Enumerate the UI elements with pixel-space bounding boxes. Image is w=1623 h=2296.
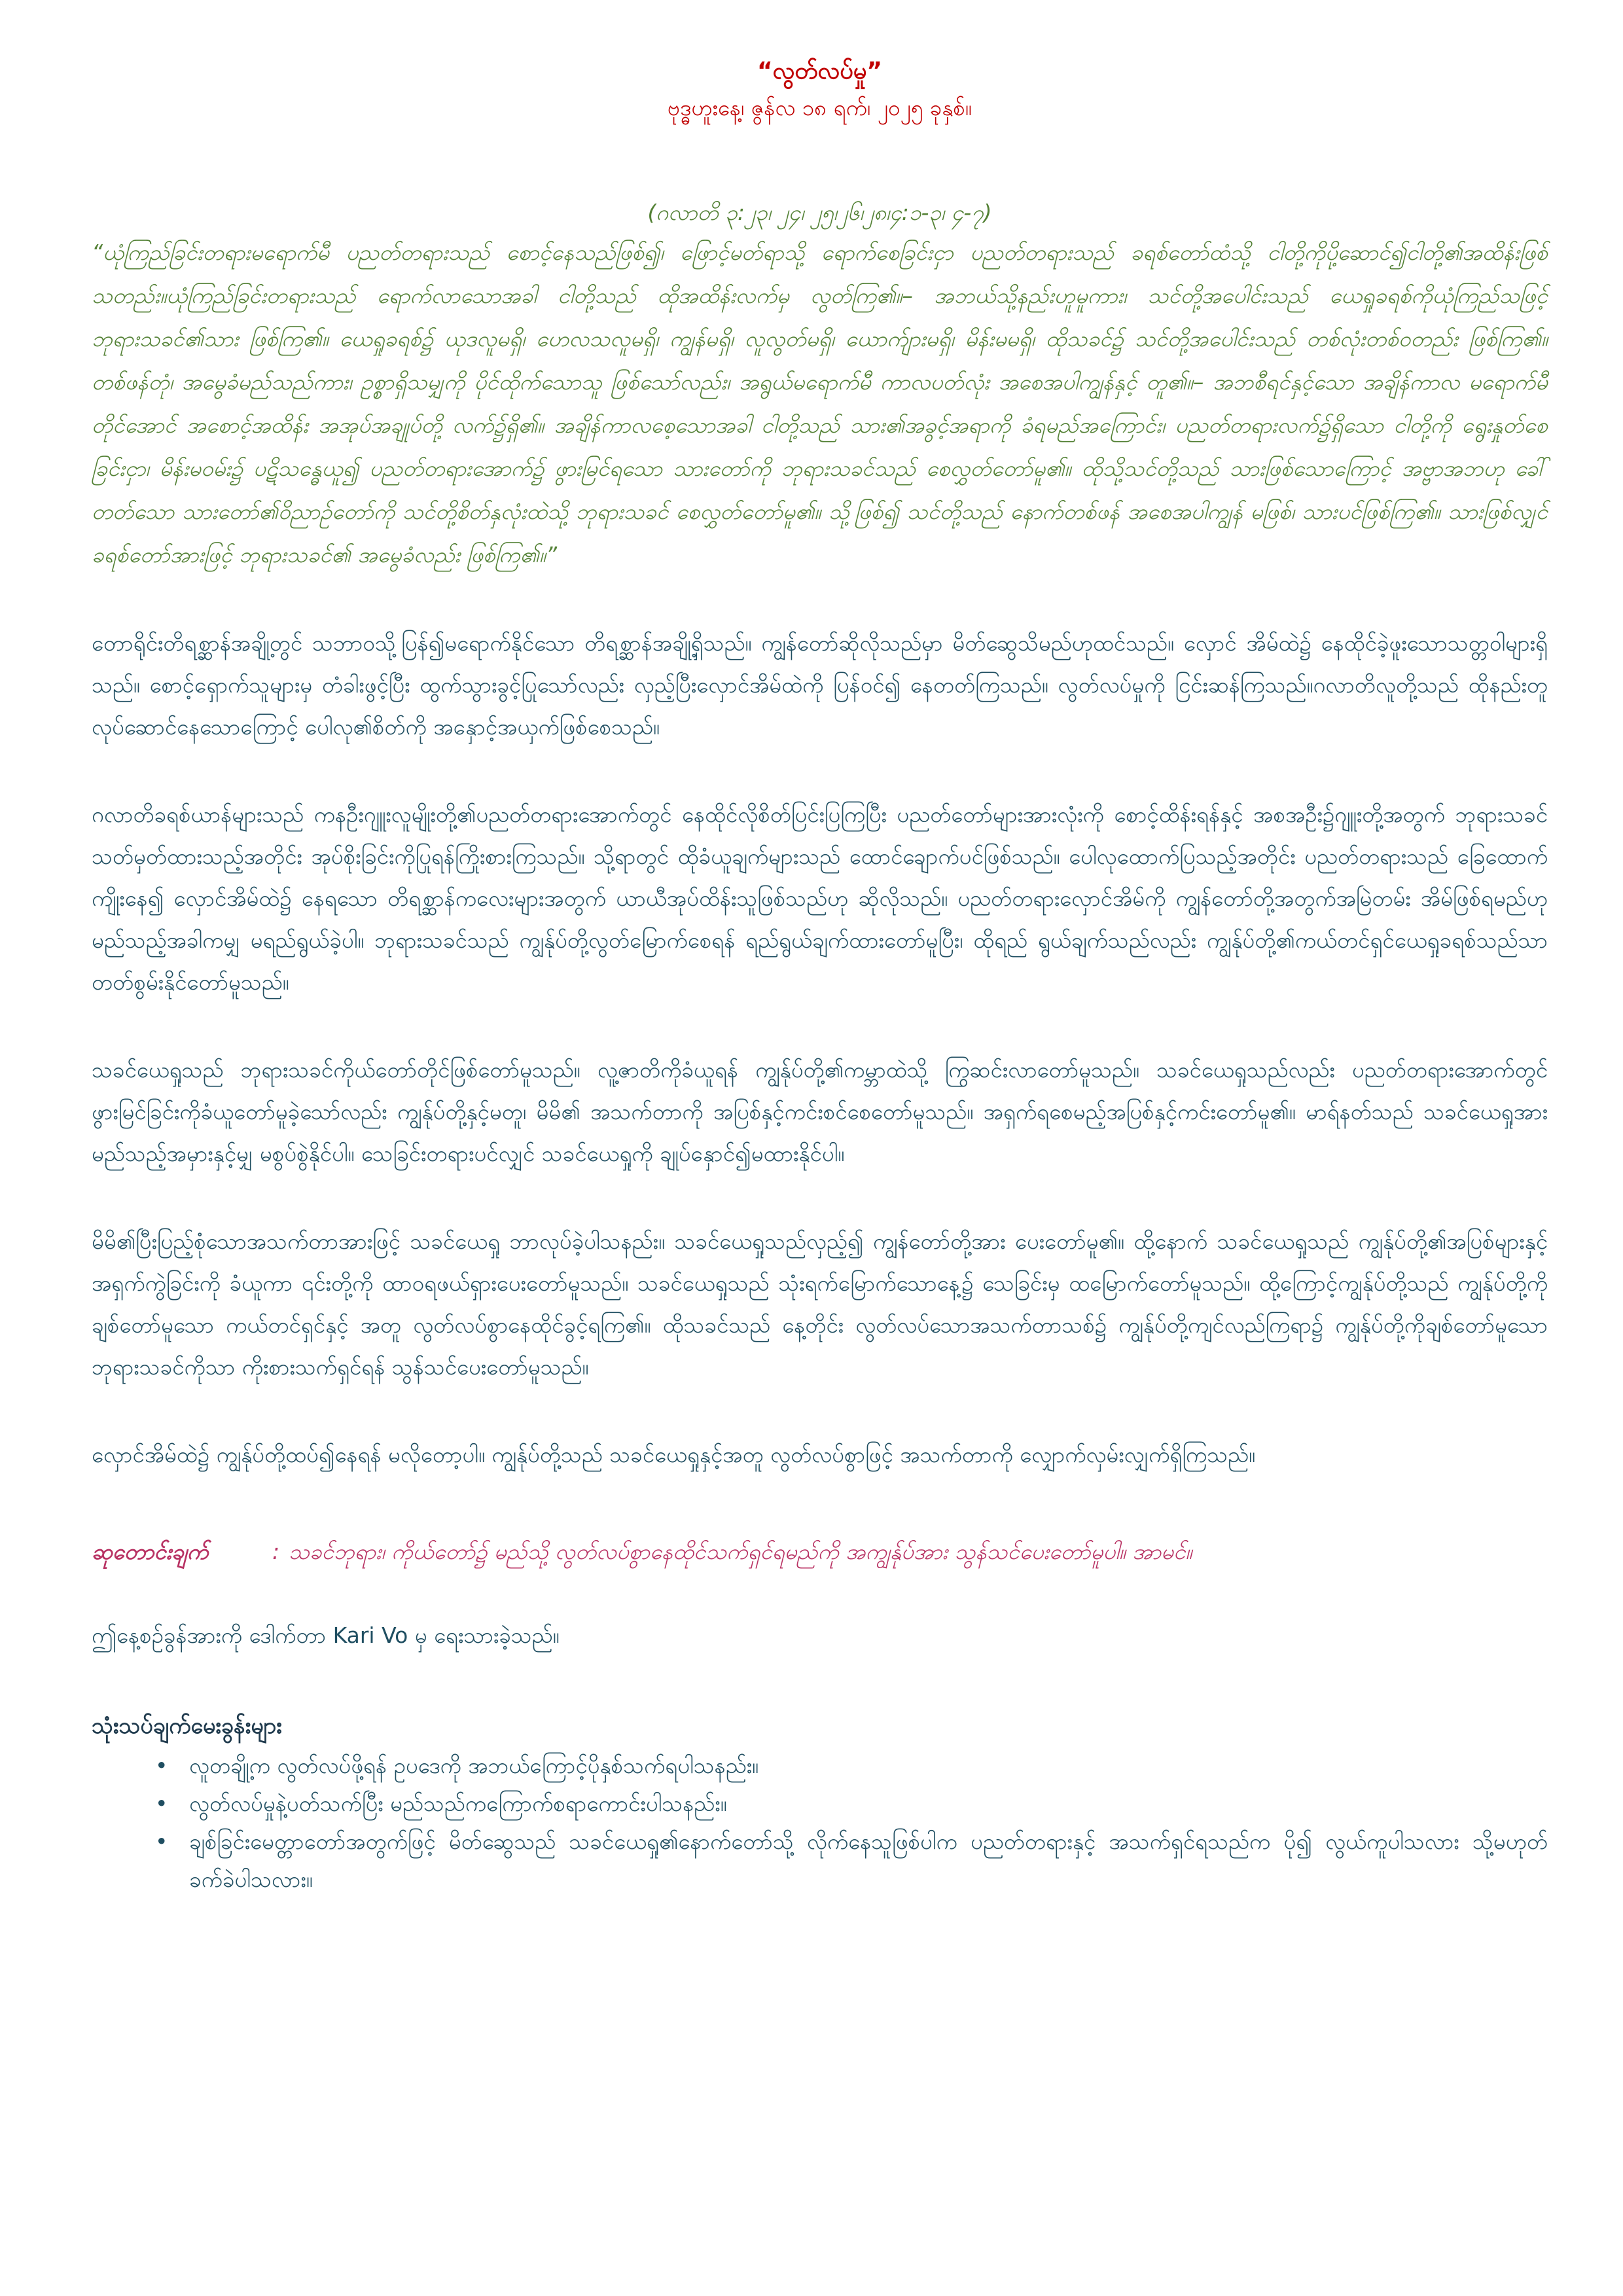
- prayer-label: ဆုတောင်းချက်: [92, 1539, 209, 1564]
- body-paragraph-3: သခင်ယေရှုသည် ဘုရားသခင်ကိုယ်တော်တိုင်ဖြစ်တော်မူသည်။ လူ့ဇာတိကိုခံယူရန် ကျွန်ုပ်တို့၏ကမ္ဘာထဲသို့ ကြွဆင်းလာတော်မူသည်။ သခင်ယေရှုသည်လည်း ပညတ်တရားအောက်တွင် ဖွားမြင်ခြင်းကိုခံယူတော်မူခဲ့သော်လည်း ကျွန်ုပ်တို့နှင့်မတူ၊ မိမိ၏ အသက်တာကို အပြစ်နှင့်ကင်းစင်စေတော်မူသည်။ အရှက်ရစေမည့်အပြစ်နှင့်ကင်းတော်မူ၏။ မာရ်နတ်သည် သခင်ယေရှုအား မည်သည့်အမှားနှင့်မျှ မစွပ်စွဲနိုင်ပါ။ သေခြင်းတရားပင်လျှင် သခင်ယေရှုကို ချုပ်နှောင်၍မထားနိုင်ပါ။: [92, 1057, 1548, 1166]
- scripture-reference: (ဂလာတိ ၃:၂၃၊ ၂၄၊ ၂၅၊၂၆၊၂၈၊၄:၁-၃၊ ၄-၇): [647, 200, 992, 225]
- questions-heading: သုံးသပ်ချက်မေးခွန်းများ: [92, 1713, 282, 1739]
- devotional-body: [92, 622, 1548, 1476]
- questions-list: [92, 1747, 1548, 1899]
- question-item-2: • လွတ်လပ်မှုနဲ့ပတ်သက်ပြီး မည်သည်ကကြောက်စရာကောင်းပါသနည်း။: [189, 1785, 1548, 1823]
- page-title: “လွတ်လပ်မှု”: [757, 58, 882, 84]
- body-paragraph-1: တောရိုင်းတိရစ္ဆာန်အချို့တွင် သဘာဝသို့ပြန်၍မရောက်နိုင်သော တိရစ္ဆာန်အချို့ရှိသည်။ ကျွန်တော်ဆိုလိုသည်မှာ မိတ်ဆွေသိမည်ဟုထင်သည်။ လှောင် အိမ်ထဲ၌ နေထိုင်ခဲ့ဖူးသောသတ္တဝါများရှိသည်။ စောင့်ရှောက်သူများမှ တံခါးဖွင့်ပြီး ထွက်သွားခွင့်ပြုသော်လည်း လှည့်ပြီးလှောင်အိမ်ထဲကို ပြန်ဝင်၍ နေတတ်ကြသည်။ လွတ်လပ်မှုကို ငြင်းဆန်ကြသည်။ဂလာတိလူတို့သည် ထိုနည်းတူလုပ်ဆောင်နေသောကြောင့် ပေါလု၏စိတ်ကို အနှောင့်အယှက်ဖြစ်စေသည်။: [92, 630, 1548, 740]
- body-paragraph-5: လှောင်အိမ်ထဲ၌ ကျွန်ုပ်တို့ထပ်၍နေရန် မလိုတော့ပါ။ ကျွန်ုပ်တို့သည် သခင်ယေရှုနှင့်အတူ လွတ်လပ်စွာဖြင့် အသက်တာကို လျှောက်လှမ်းလျှက်ရှိကြသည်။: [92, 1442, 1255, 1467]
- reflection-questions: [92, 1705, 1548, 1899]
- prayer-separator: :: [272, 1539, 280, 1564]
- publication-date: ဗုဒ္ဓဟူးနေ့၊ ဇွန်လ ၁၈ ရက်၊ ၂၀၂၅ ခုနှစ်။: [668, 95, 972, 120]
- prayer: [92, 1531, 1548, 1573]
- document-content: [92, 53, 1548, 1899]
- body-paragraph-4: မိမိ၏ပြီးပြည့်စုံသောအသက်တာအားဖြင့် သခင်ယေရှု ဘာလုပ်ခဲ့ပါသနည်း။ သခင်ယေရှုသည်လှည့်၍ ကျွန်တော်တို့အား ပေးတော်မူ၏။ ထို့နောက် သခင်ယေရှုသည် ကျွန်ုပ်တို့၏အပြစ်များနှင့် အရှက်ကွဲခြင်းကို ခံယူကာ ၎င်းတို့ကို ထာဝရဖယ်ရှားပေးတော်မူသည်။ သခင်ယေရှုသည် သုံးရက်မြောက်သောနေ့၌ သေခြင်းမှ ထမြောက်တော်မူသည်။ ထို့ကြောင့်ကျွန်ုပ်တို့သည် ကျွန်ုပ်တို့ကိုချစ်တော်မူသော ကယ်တင်ရှင်နှင့် အတူ လွတ်လပ်စွာနေထိုင်ခွင့်ရကြ၏။ ထိုသခင်သည် နေ့တိုင်း လွတ်လပ်သောအသက်တာသစ်၌ ကျွန်ုပ်တို့ကျင်လည်ကြရာ၌ ကျွန်ုပ်တို့ကိုချစ်တော်မူသောဘုရားသခင်ကိုသာ ကိုးစားသက်ရှင်ရန် သွန်သင်ပေးတော်မူသည်။: [92, 1229, 1548, 1380]
- prayer-text: သခင်ဘုရား၊ ကိုယ်တော်၌ မည်သို့ လွတ်လပ်စွာနေထိုင်သက်ရှင်ရမည်ကို အကျွန်ုပ်အား သွန်သင်ပေးတော်မူပါ။ အာမင်။: [289, 1539, 1192, 1564]
- document-header: [92, 53, 1548, 126]
- question-item-3: • ချစ်ခြင်းမေတ္တာတော်အတွက်ဖြင့် မိတ်ဆွေသည် သခင်ယေရှု၏နောက်တော်သို့ လိုက်နေသူဖြစ်ပါက ပညတ်တရားနှင့် အသက်ရှင်ရသည်က ပို၍ လွယ်ကူပါသလား သို့မဟုတ် ခက်ခဲပါသလား။: [189, 1823, 1548, 1899]
- author-credit: ဤနေ့စဉ်ခွန်အားကို ဒေါက်တာ Kari Vo မှ ရေးသားခဲ့သည်။: [92, 1623, 560, 1648]
- body-paragraph-2: ဂလာတိခရစ်ယာန်များသည် ကနဦးဂျူးလူမျိုးတို့၏ပညတ်တရားအောက်တွင် နေထိုင်လိုစိတ်ပြင်းပြကြပြီး ပညတ်တော်များအားလုံးကို စောင့်ထိန်းရန်နှင့် အစအဦး၌ဂျူးတို့အတွက် ဘုရားသခင်သတ်မှတ်ထားသည့်အတိုင်း အုပ်စိုးခြင်းကိုပြုရန်ကြိုးစားကြသည်။ သို့ရာတွင် ထိုခံယူချက်များသည် ထောင်ချောက်ပင်ဖြစ်သည်။ ပေါလုထောက်ပြသည့်အတိုင်း ပညတ်တရားသည် ခြေထောက်ကျိုးနေ၍ လှောင်အိမ်ထဲ၌ နေရသော တိရစ္ဆာန်ကလေးများအတွက် ယာယီအုပ်ထိန်းသူဖြစ်သည်ဟု ဆိုလိုသည်။ ပညတ်တရားလှောင်အိမ်ကို ကျွန်တော်တို့အတွက်အမြဲတမ်း အိမ်ဖြစ်ရမည်ဟု မည်သည့်အခါကမျှ မရည်ရွယ်ခဲ့ပါ။ ဘုရားသခင်သည် ကျွန်ုပ်တို့လွတ်မြောက်စေရန် ရည်ရွယ်ချက်ထားတော်မူပြီး၊ ထိုရည် ရွယ်ချက်သည်လည်း ကျွန်ုပ်တို့၏ကယ်တင်ရှင်ယေရှုခရစ်သည်သာ တတ်စွမ်းနိုင်တော်မူသည်။: [92, 802, 1548, 995]
- question-item-1: • လူတချို့က လွတ်လပ်ဖို့ရန် ဥပဒေကို အဘယ်ကြောင့်ပိုနှစ်သက်ရပါသနည်း။: [189, 1747, 1548, 1785]
- scripture-passage: [92, 194, 1548, 577]
- scripture-quote: “ယုံကြည်ခြင်းတရားမရောက်မီ ပညတ်တရားသည် စောင့်နေသည်ဖြစ်၍၊ ဖြောင့်မတ်ရာသို့ ရောက်စေခြင်းငှာ ပညတ်တရားသည် ခရစ်တော်ထံသို့ ငါတို့ကိုပို့ဆောင်၍ငါတို့၏အထိန်းဖြစ်သတည်း။ယုံကြည်ခြင်းတရားသည် ရောက်လာသောအခါ ငါတို့သည် ထိုအထိန်းလက်မှ လွတ်ကြ၏။– အဘယ်သို့နည်းဟူမူကား၊ သင်တို့အပေါင်းသည် ယေရှုခရစ်ကိုယုံကြည်သဖြင့် ဘုရားသခင်၏သား ဖြစ်ကြ၏။ ယေရှုခရစ်၌ ယုဒလူမရှိ၊ ဟေလသလူမရှိ၊ ကျွန်မရှိ၊ လူလွတ်မရှိ၊ ယောက်ျားမရှိ၊ မိန်းမမရှိ၊ ထိုသခင်၌ သင်တို့အပေါင်းသည် တစ်လုံးတစ်ဝတည်း ဖြစ်ကြ၏။ တစ်ဖန်တုံ၊ အမွေခံမည်သည်ကား၊ ဥစ္စာရှိသမျှကို ပိုင်ထိုက်သောသူ ဖြစ်သော်လည်း၊ အရွယ်မရောက်မီ ကာလပတ်လုံး အစေအပါကျွန်နှင့် တူ၏။– အဘစီရင်နှင့်သော အချိန်ကာလ မရောက်မီတိုင်အောင် အစောင့်အထိန်း အအုပ်အချုပ်တို့ လက်၌ရှိ၏။ အချိန်ကာလစေ့သောအခါ ငါတို့သည် သား၏အခွင့်အရာကို ခံရမည်အကြောင်း၊ ပညတ်တရားလက်၌ရှိသော ငါတို့ကို ရွေးနှုတ်စေခြင်းငှာ၊ မိန်းမဝမ်း၌ ပဋိသန္ဓေယူ၍ ပညတ်တရားအောက်၌ ဖွားမြင်ရသော သားတော်ကို ဘုရားသခင်သည် စေလွှတ်တော်မူ၏။ ထိုသို့သင်တို့သည် သားဖြစ်သောကြောင့် အဗ္ဗာအဘဟု ခေါ်တတ်သော သားတော်၏ဝိညာဉ်တော်ကို သင်တို့စိတ်နှလုံးထဲသို့ ဘုရားသခင် စေလွှတ်တော်မူ၏။ သို့ဖြစ်၍ သင်တို့သည် နောက်တစ်ဖန် အစေအပါကျွန် မဖြစ်၊ သားပင်ဖြစ်ကြ၏။ သားဖြစ်လျှင် ခရစ်တော်အားဖြင့် ဘုရားသခင်၏ အမွေခံလည်း ဖြစ်ကြ၏။”: [92, 240, 1548, 567]
